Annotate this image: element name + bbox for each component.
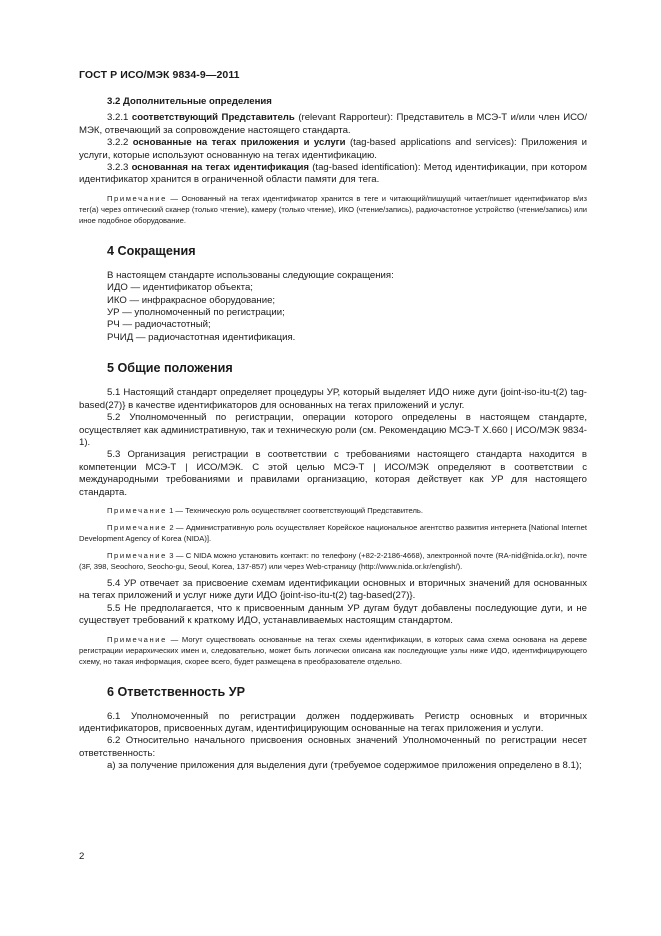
paragraph-5-5: 5.5 Не предполагается, что к присвоенным данным УР дугам будут добавлены последующие дуги, и не существует требований к краткому ИДО, устанавливаемых настоящим стандартом. bbox=[79, 602, 587, 627]
note-3-2: Примечание — Основанный на тегах идентификатор хранится в теге и читающий/пишущий читает/пишет идентификатор в/из тег(а) через оптический сканер (только чтение), камеру (только чтение), ИКО (чтение/запись), радиочастотное устройство (чтение/запись) или иное подобное оборудование. bbox=[79, 193, 587, 225]
section-title-4: 4 Сокращения bbox=[107, 243, 196, 258]
section-title-6: 6 Ответственность УР bbox=[107, 684, 246, 699]
note-5-1: Примечание 1 — Техническую роль осуществляет соответствующий Представитель. bbox=[107, 505, 423, 515]
abbreviations-intro: В настоящем стандарте использованы следующие сокращения: bbox=[107, 269, 394, 281]
abbreviations-list bbox=[79, 270, 587, 344]
list-item-a: а) за получение приложения для выделения дуги (требуемое содержимое приложения определено в 8.1); bbox=[107, 760, 582, 772]
section-5-body bbox=[79, 387, 587, 666]
document-content bbox=[79, 96, 587, 773]
section-title-5: 5 Общие положения bbox=[107, 361, 233, 376]
definition-3-2-2: 3.2.2 основанные на тегах приложения и услуги (tag-based applications and services): Приложения и услуги, которые используют основанную на тегах идентификацию. bbox=[79, 137, 587, 161]
abbreviation-item: ИКО — инфракрасное оборудование; bbox=[107, 294, 276, 306]
paragraph-5-4: 5.4 УР отвечает за присвоение схемам идентификации основных и вторичных значений для основанных на тегах приложений и услуг ниже дуги ИДО {joint-iso-itu-t(2) tag-based(27)}. bbox=[79, 577, 587, 602]
paragraph-6-2: 6.2 Относительно начального присвоения основных значений Уполномоченный по регистрации несет ответственность: bbox=[79, 735, 587, 759]
note-5-3: Примечание 3 — С NIDA можно установить контакт: по телефону (+82-2-2186-4668), электронной почте (RA-nid@nida.or.kr), почте (3F, 398, Seochoro, Seocho-gu, Seoul, Korea, 137-857) или через Web-страницу (http://www.nida.or.kr/english/). bbox=[79, 550, 587, 571]
abbreviation-item: РЧ — радиочастотный; bbox=[107, 319, 211, 331]
subsection-title: 3.2 Дополнительные определения bbox=[107, 96, 272, 107]
paragraph-5-1: 5.1 Настоящий стандарт определяет процедуры УР, который выделяет ИДО ниже дуги {joint-iso-itu-t(2) tag-based(27)} в качестве идентификаторов для основанных на тегах приложений и услуг. bbox=[79, 387, 587, 411]
abbreviation-item: УР — уполномоченный по регистрации; bbox=[107, 307, 285, 319]
paragraph-6-1: 6.1 Уполномоченный по регистрации должен поддерживать Регистр основных и вторичных идентификаторов, присвоенных дугам, идентифицирующим основанные на тегах приложения и услуги. bbox=[79, 710, 587, 734]
definition-3-2-1: 3.2.1 соответствующий Представитель (relevant Rapporteur): Представитель в МСЭ-Т и/или член ИСО/МЭК, отвечающий за сопровождение настоящего стандарта. bbox=[79, 112, 588, 136]
abbreviation-item: РЧИД — радиочастотная идентификация. bbox=[107, 331, 296, 343]
definition-term: основанная на тегах идентификация bbox=[131, 162, 309, 174]
definition-3-2-3: 3.2.3 основанная на тегах идентификация (tag-based identification): Метод идентификации, при котором идентификатор хранится в ограниченной области памяти для тега. bbox=[79, 162, 587, 186]
document-header: ГОСТ Р ИСО/МЭК 9834-9—2011 bbox=[79, 69, 240, 81]
section-6-body bbox=[79, 711, 587, 773]
page-number: 2 bbox=[79, 851, 85, 862]
note-5-2: Примечание 2 — Административную роль осуществляет Корейское национальное агентство развития интернета [National Internet Development Agency of Korea (NIDA)]. bbox=[79, 522, 587, 543]
paragraph-5-3: 5.3 Организация регистрации в соответствии с требованиями настоящего стандарта находится в компетенции МСЭ-Т | ИСО/МЭК. С этой целью МСЭ-Т | ИСО/МЭК определяют в соответствии с международными требованиями и правилами организацию, которая действует как УР для настоящего стандарта. bbox=[79, 449, 587, 498]
definition-term: основанные на тегах приложения и услуги bbox=[132, 137, 346, 149]
abbreviation-item: ИДО — идентификатор объекта; bbox=[107, 282, 253, 294]
paragraph-5-2: 5.2 Уполномоченный по регистрации, операции которого определены в настоящем стандарте, осуществляет как административную, так и техническую роли (см. Рекомендацию МСЭ-Т X.660 | ИСО/МЭК 9834-1). bbox=[79, 412, 587, 448]
note-5-5: Примечание — Могут существовать основанные на тегах схемы идентификации, в которых сама схема основана на дереве регистрации иерархических имен и, следовательно, может быть логически описана как последующие узлы ниже ИДО, идентифицирующего схему, но такая информация, скорее всего, будет размещена в преобразователе отдельно. bbox=[79, 634, 587, 666]
definition-term: соответствующий Представитель bbox=[131, 112, 295, 124]
